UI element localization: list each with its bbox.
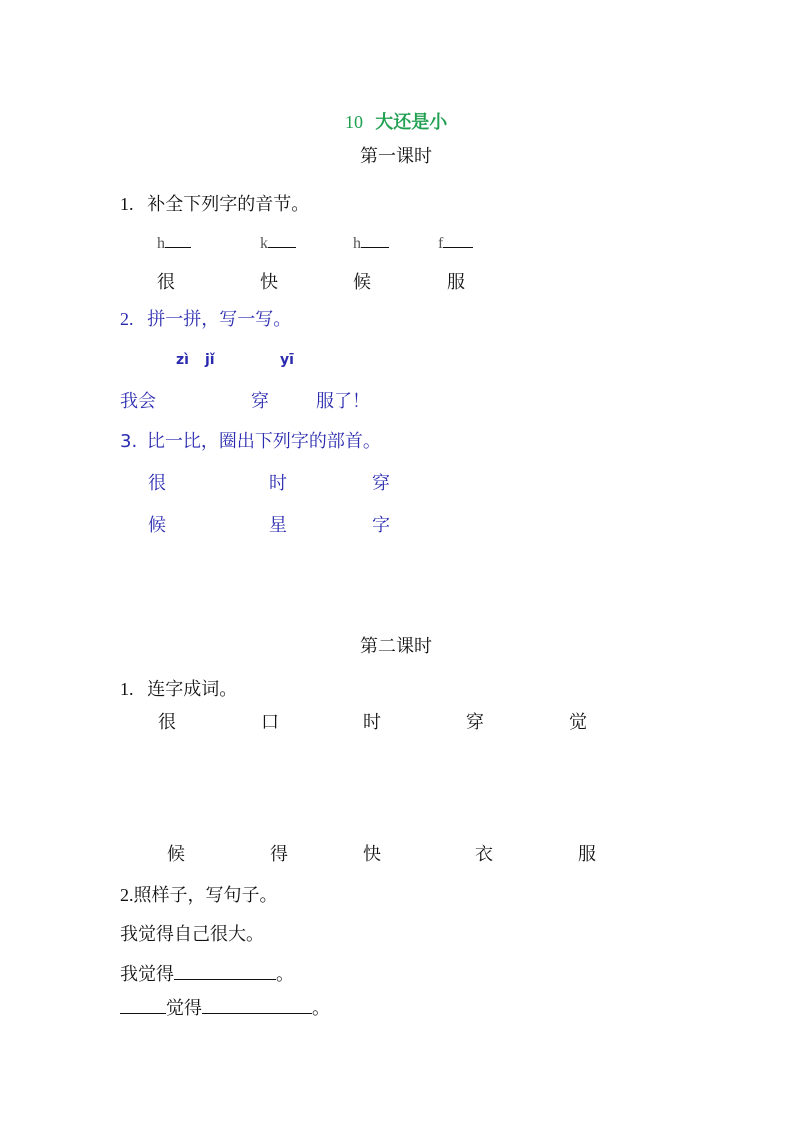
character: 很: [157, 272, 175, 293]
lesson-title: [345, 113, 447, 132]
word-char[interactable]: 服: [578, 844, 596, 865]
lesson-name: 大还是小: [375, 112, 448, 133]
word-char[interactable]: 口: [261, 712, 279, 733]
pinyin: zì: [176, 352, 189, 368]
l1-q1-prompt: [120, 195, 309, 214]
lesson-number: 10: [345, 112, 363, 132]
sentence-part: 穿: [251, 391, 269, 412]
character: 快: [260, 272, 278, 293]
blank-field[interactable]: [202, 1013, 312, 1014]
radical-char[interactable]: 字: [372, 515, 390, 536]
question-number: 2.: [120, 309, 134, 329]
l1-q2-prompt: [120, 310, 291, 329]
radical-char[interactable]: 星: [269, 515, 287, 536]
blank-field[interactable]: [174, 979, 276, 980]
lesson1-heading: 第一课时: [360, 146, 432, 167]
word-char[interactable]: 得: [270, 844, 288, 865]
question-number: 1.: [120, 194, 134, 214]
question-text: 照样子，写句子。: [133, 885, 278, 906]
l2-q2-prompt: [120, 886, 278, 905]
word-char[interactable]: 候: [167, 844, 185, 865]
example-sentence: 我觉得自己很大。: [120, 924, 264, 945]
question-number: 3.: [120, 431, 138, 452]
radical-char[interactable]: 很: [148, 473, 166, 494]
blank-field[interactable]: [120, 1013, 166, 1014]
question-number: 1.: [120, 679, 134, 699]
word-char[interactable]: 很: [158, 712, 176, 733]
syllable-blank[interactable]: h: [353, 236, 389, 252]
word-char[interactable]: 觉: [569, 712, 587, 733]
question-number: 2.: [120, 885, 134, 905]
pinyin: yī: [280, 352, 294, 368]
sentence-part: 我会: [120, 391, 156, 412]
word-char[interactable]: 衣: [475, 844, 493, 865]
character: 服: [447, 272, 465, 293]
word-char[interactable]: 穿: [466, 712, 484, 733]
character: 候: [353, 272, 371, 293]
word-char[interactable]: 快: [363, 844, 381, 865]
radical-char[interactable]: 候: [148, 515, 166, 536]
answer-line-2[interactable]: 觉得 。: [120, 1000, 330, 1018]
syllable-blank[interactable]: h: [157, 236, 191, 252]
question-text: 比一比，圈出下列字的部首。: [146, 431, 381, 452]
l2-q1-prompt: [120, 680, 237, 699]
pinyin: jǐ: [205, 352, 215, 368]
l1-q3-prompt: [120, 433, 381, 451]
lesson2-heading: 第二课时: [360, 636, 432, 657]
question-text: 拼一拼，写一写。: [147, 309, 292, 330]
radical-char[interactable]: 时: [269, 473, 287, 494]
sentence-part: 服了！: [316, 391, 370, 412]
answer-line-1[interactable]: 我觉得 。: [120, 964, 294, 985]
radical-char[interactable]: 穿: [372, 473, 390, 494]
question-text: 补全下列字的音节。: [147, 194, 310, 215]
syllable-blank[interactable]: k: [260, 236, 296, 252]
syllable-blank[interactable]: f: [438, 236, 473, 252]
word-char[interactable]: 时: [363, 712, 381, 733]
question-text: 连字成词。: [147, 679, 238, 700]
